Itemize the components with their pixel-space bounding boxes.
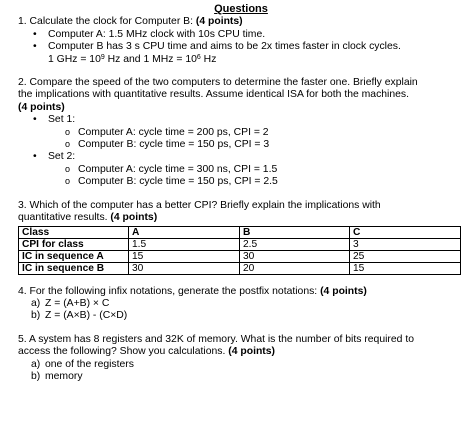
cpi-table-header-row [19,226,461,238]
question-5-line-1: 5. A system has 8 registers and 32K of memory. What is the number of bits required to [18,333,414,345]
cpi-table-header-c: C [350,226,461,238]
question-2-set-2: • Set 2: [18,151,464,163]
table-cell: 15 [129,250,240,262]
question-1-unit-note [18,54,464,66]
table-cell: 1.5 [129,238,240,250]
question-1-text: 1. Calculate the clock for Computer B: [18,16,196,28]
cpi-table-header-class: Class [19,226,129,238]
question-2 [18,77,464,189]
unit-note-part-2: Hz and 1 MHz = 10 [104,53,197,65]
table-cell: 3 [350,238,461,250]
question-5-points: (4 points) [228,346,276,358]
table-cell: 30 [129,262,240,274]
question-3-line-2 [18,212,464,224]
part-text: one of the registers [45,358,134,370]
unit-note-part-1: 1 GHz = 10 [48,53,101,65]
question-5-line-2-text: access the following? Show you calculations. [18,346,229,358]
cpi-table-header-a: A [129,226,240,238]
part-text: memory [45,370,83,382]
part-label: b) [31,370,41,382]
question-4-points: (4 points) [320,285,367,297]
question-1-bullet-2: • Computer B has 3 s CPU time and aims to be 2x times faster in clock cycles. [18,41,464,53]
question-1-prompt [18,16,464,28]
question-2-set-2-computer-a: o Computer A: cycle time = 300 ns, CPI = 1.5 [18,164,464,176]
table-cell: 2.5 [240,238,350,250]
table-row [19,262,461,274]
cpi-table [18,226,461,275]
table-cell: 25 [350,250,461,262]
question-5-part-a [18,359,464,371]
question-2-line-1: 2. Compare the speed of the two computers to determine the faster one. Briefly explain [18,77,418,89]
part-label: a) [31,297,41,309]
question-3-line-2-text: quantitative results. [18,212,111,224]
table-cell: 30 [240,250,350,262]
question-5-line-2 [18,346,464,358]
table-cell: 15 [350,262,461,274]
question-2-points-text: (4 points) [18,101,65,113]
table-row-label: CPI for class [19,238,129,250]
question-2-line-2: the implications with quantitative results. Assume identical ISA for both the machines. [18,89,410,101]
question-1-points: (4 points) [195,16,243,28]
part-text: Z = (A×B) - (C×D) [45,310,128,322]
page-title: Questions [214,3,268,15]
question-3-points: (4 points) [110,212,158,224]
table-row [19,250,461,262]
question-3-line-1: 3. Which of the computer has a better CPI? Briefly explain the implications with [18,199,381,211]
cpi-table-header-b: B [240,226,350,238]
part-label: a) [31,358,41,370]
question-2-points [18,102,464,114]
unit-note-exponent-1: 9 [100,53,105,61]
question-2-set-1-computer-a: o Computer A: cycle time = 200 ps, CPI = 2 [18,127,464,139]
table-row-label: IC in sequence A [19,250,129,262]
table-cell: 20 [240,262,350,274]
table-row-label: IC in sequence B [19,262,129,274]
question-4-part-b [18,310,464,322]
unit-note-exponent-2: 6 [196,53,201,61]
question-4-prompt [18,286,464,298]
table-row [19,238,461,250]
part-label: b) [31,310,41,322]
question-4 [18,286,464,323]
part-text: Z = (A+B) × C [45,297,110,309]
question-1-bullet-1: • Computer A: 1.5 MHz clock with 10s CPU time. [18,29,464,41]
question-3 [18,200,464,275]
question-4-part-a [18,298,464,310]
question-2-set-1-computer-b: o Computer B: cycle time = 150 ps, CPI = 3 [18,139,464,151]
question-1 [18,16,464,66]
question-4-text: 4. For the following infix notations, generate the postfix notations: [18,285,321,297]
question-5 [18,334,464,384]
unit-note-part-3: Hz [200,53,217,65]
question-2-set-2-computer-b: o Computer B: cycle time = 150 ps, CPI = 2.5 [18,176,464,188]
question-2-set-1: • Set 1: [18,114,464,126]
question-5-part-b [18,371,464,383]
